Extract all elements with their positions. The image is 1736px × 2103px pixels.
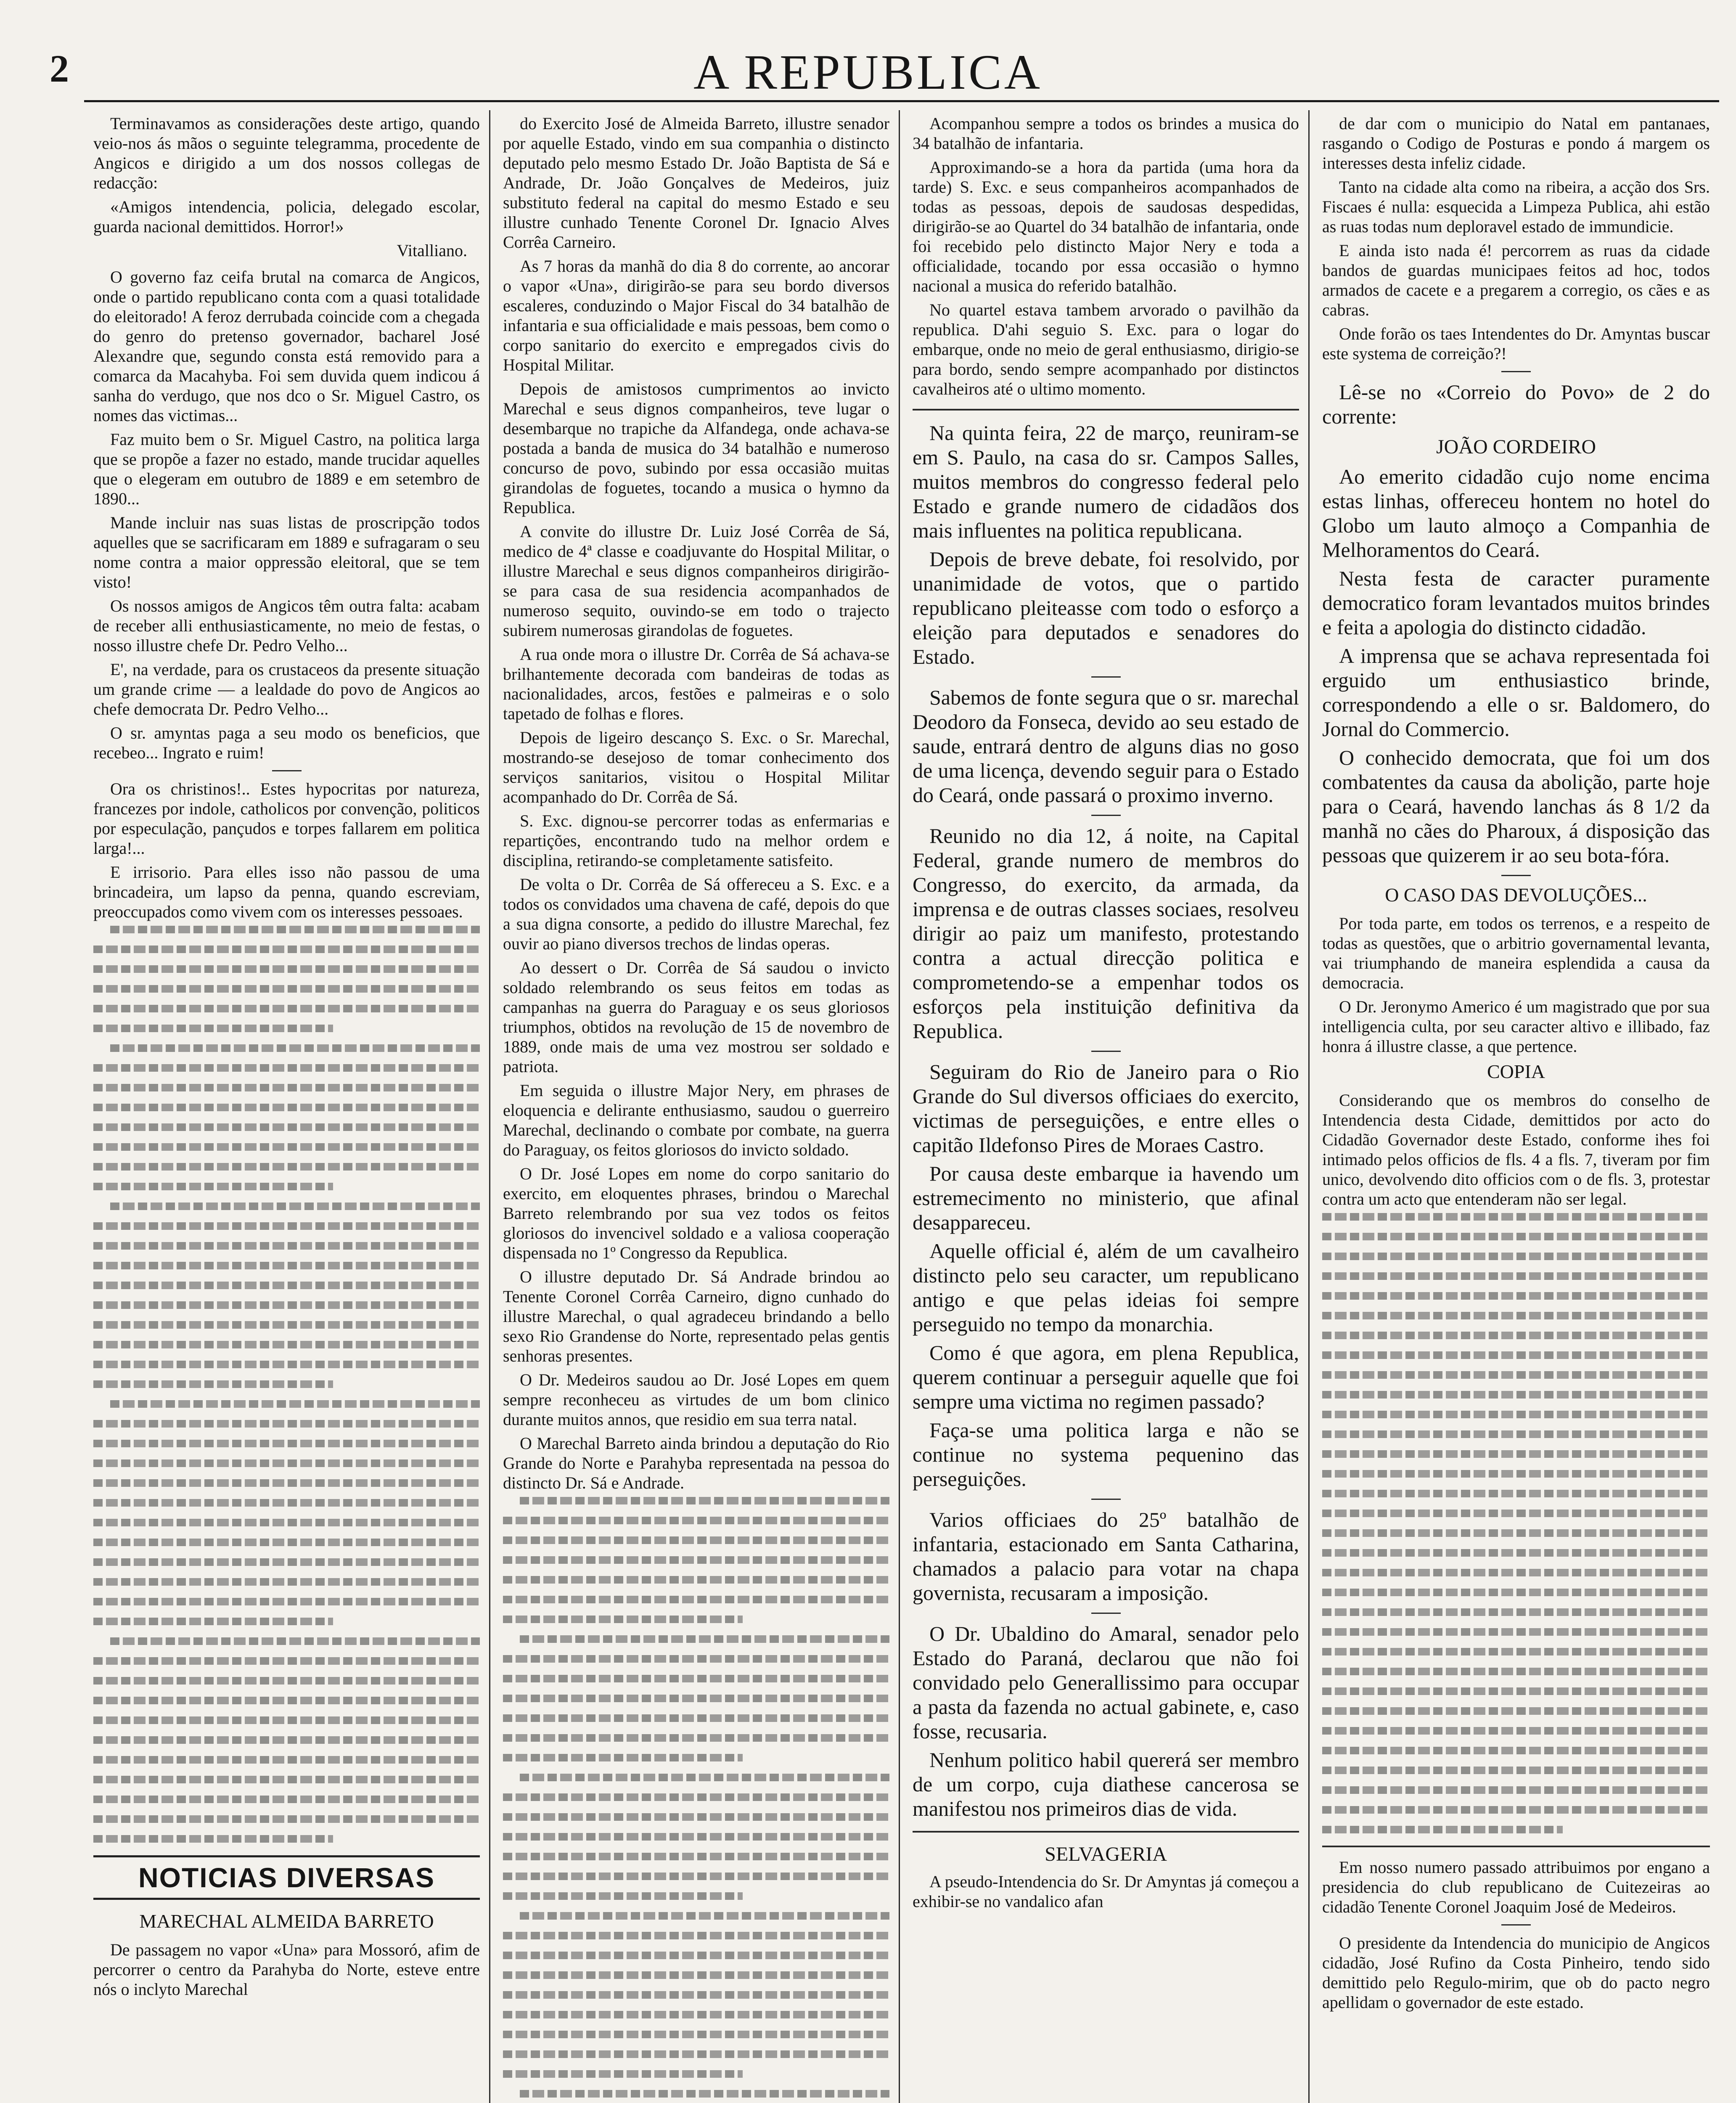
paragraph: E irrisorio. Para elles isso não passou de uma brincadeira, um lapso da penna, quando escreviam, preoccupados como vivem com os interesses pessoaes. [93, 863, 480, 921]
paragraph: O presidente da Intendencia do municipio de Angicos cidadão, José Rufino da Costa Pinheiro, tendo sido demittido pelo Regulo-mirim, que ob do pacto negro apellidam o governador de este estado. [1322, 1933, 1710, 2012]
page-number: 2 [50, 47, 69, 90]
paragraph: Na quinta feira, 22 de março, reuniram-se em S. Paulo, na casa do sr. Campos Salles, muitos membros do congresso federal pelo Estado e grande numero de cidadãos dos mais influentes na politica republicana. [913, 421, 1299, 542]
illegible-text-block [1322, 1213, 1710, 1833]
paragraph: O illustre deputado Dr. Sá Andrade brindou ao Tenente Coronel Corrêa Carneiro, digno cunhado do illustre Marechal, o qual agradeceu brindando a bello sexo Rio Grandense do Norte, representado pelas gentis senhoras presentes. [503, 1267, 889, 1365]
illegible-text-block [93, 926, 480, 1843]
paragraph: A rua onde mora o illustre Dr. Corrêa de Sá achava-se brilhantemente decorada com bandeiras de todas as nacionalidades, arcos, festões e palmeiras e o solo tapetado de folhas e flores. [503, 645, 889, 723]
article-title: MARECHAL ALMEIDA BARRETO [139, 1910, 434, 1932]
column-4 [1313, 110, 1719, 2103]
illegible-text-block [503, 1497, 889, 2103]
column-1 [84, 110, 490, 2103]
paragraph: Em seguida o illustre Major Nery, em phrases de eloquencia e delirante enthusiasmo, saudou o guerreiro Marechal, declinando o combate por combate, na guerra do Paraguay, os feitos gloriosos do invicto soldado. [503, 1081, 889, 1159]
paragraph: O Dr. Medeiros saudou ao Dr. José Lopes em quem sempre reconheceu as virtudes de um bom clinico durante muitos annos, que residio em sua terra natal. [503, 1370, 889, 1429]
separator [1501, 371, 1531, 372]
paragraph: O Dr. José Lopes em nome do corpo sanitario do exercito, em eloquentes phrases, brindou o Marechal Barreto relembrando por sua vez todos os feitos gloriosos do invencivel soldado e a valiosa cooperação dispensada no 1º Congresso da Republica. [503, 1164, 889, 1262]
paragraph: Depois de amistosos cumprimentos ao invicto Marechal e seus dignos companheiros, teve lugar o desembarque no trapiche da Alfandega, onde achava-se postada a banda de musica do 34 batalhão e numeroso concurso de povo, subindo por essa occasião muitas girandolas de foguetes, tocando a musica o hymno da Republica. [503, 379, 889, 517]
paragraph: Por causa deste embarque ia havendo um estremecimento no ministerio, que afinal desappareceu. [913, 1162, 1299, 1234]
paragraph: Seguiram do Rio de Janeiro para o Rio Grande do Sul diversos officiaes do exercito, victimas de perseguições, e entre elles o capitão Ildefonso Pires de Moraes Castro. [913, 1060, 1299, 1157]
masthead-title: A REPUBLICA [693, 45, 1043, 100]
paragraph: As 7 horas da manhã do dia 8 do corrente, ao ancorar o vapor «Una», dirigirão-se para seu bordo diversos escaleres, conduzindo o Major Fiscal do 34 batalhão de infantaria e sua officialidade e mais pessoas, bem como o corpo sanitario do exercito e empregados civis do Hospital Militar. [503, 257, 889, 374]
paragraph: O sr. amyntas paga a seu modo os beneficios, que recebeo... Ingrato e ruim! [93, 723, 480, 762]
paragraph: De volta o Dr. Corrêa de Sá offereceu a S. Exc. e a todos os convidados uma chavena de café, depois do que a sua digna consorte, a pedido do illustre Marechal, fez ouvir ao piano diversos trechos de lindas operas. [503, 875, 889, 953]
paragraph: Lê-se no «Correio do Povo» de 2 do corrente: [1322, 380, 1710, 428]
paragraph: Ao dessert o Dr. Corrêa de Sá saudou o invicto soldado relembrando os seus feitos em todas as campanhas na guerra do Paraguay e os seus gloriosos triumphos, obtidos na revolução de 15 de novembro de 1889, onde mais de uma vez mostrou ser soldado e patriota. [503, 958, 889, 1076]
paragraph: O conhecido democrata, que foi um dos combatentes da causa da abolição, parte hoje para o Ceará, havendo lanchas ás 8 1/2 da manhã no cães do Pharoux, á disposição das pessoas que quizerem ir ao seu bota-fóra. [1322, 746, 1710, 867]
separator [1091, 1051, 1121, 1052]
paragraph: Ao emerito cidadão cujo nome encima estas linhas, offereceu hontem no hotel do Globo um lauto almoço a Companhia de Melhoramentos do Ceará. [1322, 465, 1710, 562]
separator [913, 409, 1299, 411]
paragraph: Nenhum politico habil quererá ser membro de um corpo, cuja diathese cancerosa se manifestou nos primeiros dias de vida. [913, 1748, 1299, 1820]
paragraph: Faça-se uma politica larga e não se continue no systema pequenino das perseguições. [913, 1418, 1299, 1491]
separator [1091, 676, 1121, 678]
paragraph: Tanto na cidade alta como na ribeira, a acção dos Srs. Fiscaes é nulla: esquecida a Limpeza Publica, ahi estão as ruas todas num deploravel estado de immundicie. [1322, 177, 1710, 236]
article-title: COPIA [1487, 1061, 1545, 1082]
separator [1091, 815, 1121, 816]
separator [272, 770, 302, 771]
paragraph: A imprensa que se achava representada foi erguido um enthusiastico brinde, correspondendo a elle o sr. Baldomero, do Jornal do Commercio. [1322, 644, 1710, 741]
separator [1091, 1499, 1121, 1500]
paragraph: A convite do illustre Dr. Luiz José Corrêa de Sá, medico de 4ª classe e coadjuvante do Hospital Militar, o illustre Marechal e seus dignos companheiros dirigirão-se para casa de sua residencia acompanhados de numeroso sequito, ouvindo-se em todo o trajecto subirem numerosas girandolas de foguetes. [503, 522, 889, 640]
paragraph: Reunido no dia 12, á noite, na Capital Federal, grande numero de membros do Congresso, do exercito, da armada, da imprensa e de outras classes sociaes, resolveu dirigir ao paiz um manifesto, protestando contra a actual direcção politica e comprometendo-se a empenhar todos os esforços pela instituição definitiva da Republica. [913, 824, 1299, 1043]
article-title: JOÃO CORDEIRO [1436, 436, 1596, 458]
paragraph: Depois de breve debate, foi resolvido, por unanimidade de votos, que o partido republicano pleiteasse com todo o esforço a eleição para deputados e senadores do Estado. [913, 547, 1299, 668]
paragraph: S. Exc. dignou-se percorrer todas as enfermarias e repartições, encontrando tudo na melhor ordem e disciplina, retirando-se completamente satisfeito. [503, 811, 889, 870]
paragraph: O Dr. Ubaldino do Amaral, senador pelo Estado do Paraná, declarou que não foi convidado pelo Generallissimo para occupar a pasta da fazenda no actual gabinete, e, caso fosse, recusaria. [913, 1622, 1299, 1743]
paragraph: Varios officiaes do 25º batalhão de infantaria, estacionado em Santa Catharina, chamados a palacio para votar na chapa governista, recusaram a imposição. [913, 1508, 1299, 1605]
paragraph: De passagem no vapor «Una» para Mossoró, afim de percorrer o centro da Parahyba do Norte, esteve entre nós o inclyto Marechal [93, 1940, 480, 1999]
paragraph: Approximando-se a hora da partida (uma hora da tarde) S. Exc. e seus companheiros acompanhados de todas as pessoas, depois de saudosas despedidas, dirigirão-se ao Quartel do 34 batalhão de infantaria, onde foi recebido pelo distincto Major Nery e toda a officialidade, tocando por essa occasião o hymno nacional a musica do referido batalhão. [913, 158, 1299, 295]
paragraph: O Dr. Jeronymo Americo é um magistrado que por sua intelligencia culta, por seu caracter altivo e illibado, faz honra á illustre classe, a que pertence. [1322, 997, 1710, 1056]
top-rule [84, 100, 1719, 102]
column-3 [903, 110, 1310, 2103]
paragraph: Depois de ligeiro descanço S. Exc. o Sr. Marechal, mostrando-se desejoso de tomar conhecimento dos serviços sanitarios, visitou o Hospital Militar acompanhado do Dr. Corrêa de Sá. [503, 728, 889, 806]
paragraph: Aquelle official é, além de um cavalheiro distincto pelo seu caracter, um republicano antigo e que pelas ideias foi sempre perseguido no tempo da monarchia. [913, 1239, 1299, 1336]
paragraph: Terminavamos as considerações deste artigo, quando veio-nos ás mãos o seguinte telegramma, procedente de Angicos e dirigido a um dos nossos collegas de redacção: [93, 114, 480, 192]
paragraph: Considerando que os membros do conselho de Intendencia desta Cidade, demittidos por acto do Cidadão Governador deste Estado, conforme ihes foi intimado pelos officios de fls. 4 a fls. 7, tiveram por fim unico, devolvendo dito officios com o de fls. 3, protestar contra um acto que entenderam não ser legal. [1322, 1091, 1710, 1208]
paragraph: Acompanhou sempre a todos os brindes a musica do 34 batalhão de infantaria. [913, 114, 1299, 153]
separator [1501, 875, 1531, 876]
paragraph: O Marechal Barreto ainda brindou a deputação do Rio Grande do Norte e Parahyba representada na pessoa do distincto Dr. Sá e Andrade. [503, 1434, 889, 1492]
paragraph: Em nosso numero passado attribuimos por engano a presidencia do club republicano de Cuitezeiras ao cidadão Tenente Coronel Joaquim José de Medeiros. [1322, 1858, 1710, 1916]
paragraph: de dar com o municipio do Natal em pantanaes, rasgando o Codigo de Posturas e pondo á margem os interesses desta infeliz cidade. [1322, 114, 1710, 172]
paragraph: Os nossos amigos de Angicos têm outra falta: acabam de receber alli enthusiasticamente, no meio de festas, o nosso illustre chefe Dr. Pedro Velho... [93, 596, 480, 655]
separator [1091, 1613, 1121, 1614]
paragraph: E', na verdade, para os crustaceos da presente situação um grande crime — a lealdade do povo de Angicos ao chefe democrata Dr. Pedro Velho... [93, 660, 480, 718]
paragraph: O governo faz ceifa brutal na comarca de Angicos, onde o partido republicano conta com a quasi totalidade do eleitorado! A feroz derrubada coincide com a chegada do genro do pretenso governador, bacharel José Alexandre que, segundo consta está removido para a comarca da Macahyba. Foi sem duvida quem indicou á sanha do verdugo, que nos dco o Sr. Miguel Castro, os nomes das victimas... [93, 268, 480, 425]
paragraph: Sabemos de fonte segura que o sr. marechal Deodoro da Fonseca, devido ao seu estado de saude, entrará dentro de alguns dias no goso de uma licença, devendo seguir para o Estado do Ceará, onde passará o proximo inverno. [913, 686, 1299, 807]
paragraph: Por toda parte, em todos os terrenos, e a respeito de todas as questões, que o arbitrio governamental levanta, vai triumphando de maneira esplendida a causa da democracia. [1322, 914, 1710, 992]
paragraph: A pseudo-Intendencia do Sr. Dr Amyntas já começou a exhibir-se no vandalico afan [913, 1872, 1299, 1911]
signature: Vitalliano. [397, 241, 467, 260]
paragraph: No quartel estava tambem arvorado o pavilhão da republica. D'ahi seguio S. Exc. para o logar do embarque, onde no meio de geral enthusiasmo, dirigio-se para bordo, sendo sempre acompanhado por distinctos cavalheiros até o ultimo momento. [913, 300, 1299, 398]
article-title: O CASO DAS DEVOLUÇÕES... [1385, 884, 1647, 906]
paragraph: Como é que agora, em plena Republica, querem continuar a perseguir aquelle que foi sempre uma victima no regimen passado? [913, 1341, 1299, 1413]
separator [913, 1831, 1299, 1833]
paragraph: Onde forão os taes Intendentes do Dr. Amyntas buscar este systema de correição?! [1322, 324, 1710, 363]
paragraph: do Exercito José de Almeida Barreto, illustre senador por aquelle Estado, vindo em sua companhia o distincto deputado pelo mesmo Estado Dr. João Baptista de Sá e Andrade, Dr. João Gonçalves de Medeiros, juiz substituto federal na capital do mesmo Estado e seu illustre cunhado Tenente Coronel Dr. Ignacio Alves Corrêa Carneiro. [503, 114, 889, 252]
section-heading-noticias: NOTICIAS DIVERSAS [93, 1855, 480, 1900]
separator [1322, 1846, 1710, 1847]
paragraph: Mande incluir nas suas listas de proscripção todos aquelles que se sacrificaram em 1889 e sufragaram o seu nome contra a maior oppressão eleitoral, que se tem visto! [93, 513, 480, 591]
article-columns [84, 110, 1720, 2103]
column-2 [494, 110, 900, 2103]
article-title: SELVAGERIA [1045, 1843, 1167, 1865]
separator [1501, 1924, 1531, 1926]
paragraph: Faz muito bem o Sr. Miguel Castro, na politica larga que se propõe a fazer no estado, mande trucidar aquelles que o elegeram em outubro de 1889 e em setembro de 1890... [93, 430, 480, 508]
paragraph: Nesta festa de caracter puramente democratico foram levantados muitos brindes e feita a apologia do distincto cidadão. [1322, 567, 1710, 639]
paragraph: Ora os christinos!.. Estes hypocritas por natureza, francezes por indole, catholicos por convenção, politicos por especulação, pançudos e torpes fallarem em politica larga!... [93, 779, 480, 858]
telegram-quote: «Amigos intendencia, policia, delegado escolar, guarda nacional demittidos. Horror!» [93, 197, 480, 236]
paragraph: E ainda isto nada é! percorrem as ruas da cidade bandos de guardas municipaes feitos ad hoc, todos armados de cacete e a pregarem a corregio, os cães e as cabras. [1322, 241, 1710, 319]
